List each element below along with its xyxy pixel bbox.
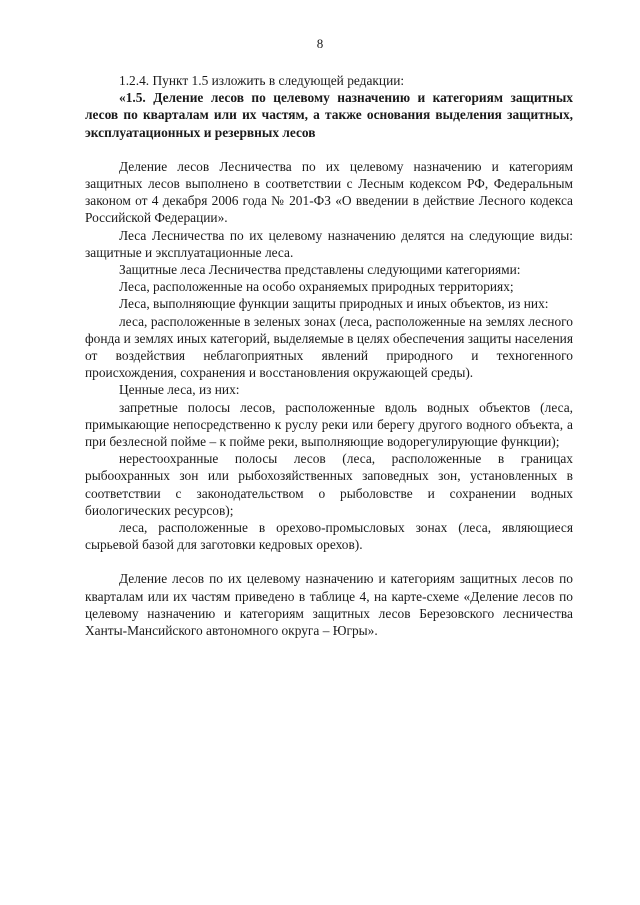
paragraph: Леса Лесничества по их целевому назначению делятся на следующие виды: защитные и эксплуатационные леса. xyxy=(85,227,573,260)
paragraph: Защитные леса Лесничества представлены следующими категориями: xyxy=(119,262,521,278)
final-paragraph: Деление лесов по их целевому назначению и категориям защитных лесов по кварталам или их частям приведено в таблице 4, на карте-схеме «Деление лесов по целевому назначению и категориям защитных лесов Березовского лесничества Ханты-Мансийского автономного округа – Югры». xyxy=(85,571,573,639)
paragraph: Деление лесов Лесничества по их целевому назначению и категориям защитных лесов выполнено в соответствии с Лесным кодексом РФ, Федеральным законом от 4 декабря 2006 года № 201-ФЗ «О введении в действие Лесного кодекса Российской Федерации». xyxy=(85,158,573,226)
paragraph: запретные полосы лесов, расположенные вдоль водных объектов (леса, примыкающие непосредственно к руслу реки или берегу другого водного объекта, а при безлесной пойме – к пойме реки, выполняющие водорегулирующие функции); xyxy=(85,399,573,450)
paragraph: нерестоохранные полосы лесов (леса, расположенные в границах рыбоохранных зон или рыбохозяйственных заповедных зон, установленных в соответствии с законодательством о рыболовстве и сохранении водных биологических ресурсов); xyxy=(85,451,573,518)
page-number: 8 xyxy=(316,36,324,51)
spacer xyxy=(85,141,573,158)
spacer xyxy=(85,553,573,570)
paragraph: Леса, выполняющие функции защиты природных и иных объектов, из них: xyxy=(119,296,549,312)
paragraph: леса, расположенные в зеленых зонах (леса, расположенные на землях лесного фонда и землях иных категорий, выделяемые в целях обеспечения защиты населения от воздействия неблагоприятных явлений природного и техногенного происхождения, сохранения и восстановления окружающей среды). xyxy=(85,313,573,381)
paragraph: Ценные леса, из них: xyxy=(119,382,240,398)
document-body xyxy=(85,72,573,639)
section-heading: «1.5. Деление лесов по целевому назначению и категориям защитных лесов по кварталам или их частям, а также основания выделения защитных, эксплуатационных и резервных лесов xyxy=(85,90,573,140)
amendment-intro: 1.2.4. Пункт 1.5 изложить в следующей редакции: xyxy=(119,73,405,88)
paragraph: Леса, расположенные на особо охраняемых природных территориях; xyxy=(119,279,514,295)
paragraph: леса, расположенные в орехово-промысловых зонах (леса, являющиеся сырьевой базой для заготовки кедровых орехов). xyxy=(85,520,573,553)
